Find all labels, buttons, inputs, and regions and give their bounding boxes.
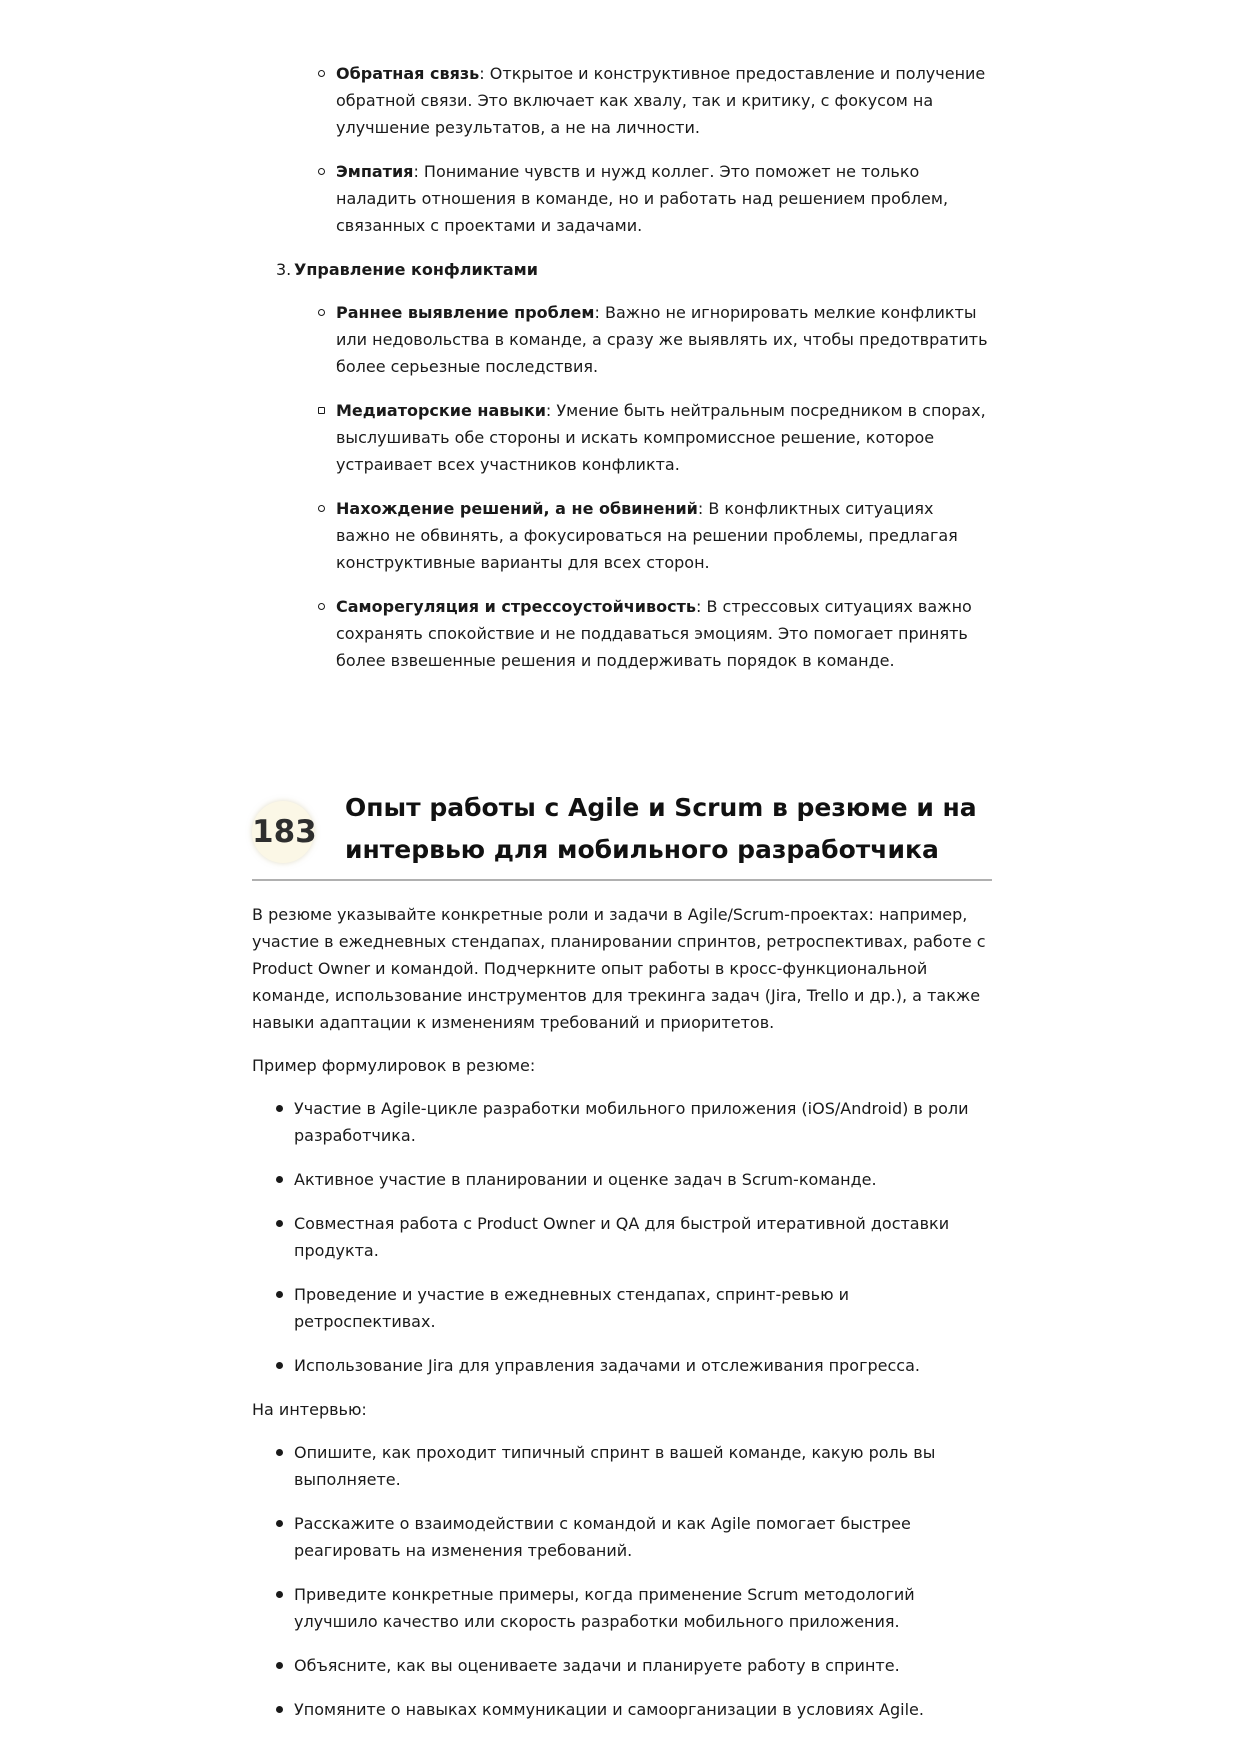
dot-bullet-icon [276,1591,283,1598]
list-item [294,1439,992,1493]
interview-label: На интервью: [252,1400,367,1419]
circle-bullet-icon [318,309,325,316]
list-item [294,1352,992,1379]
list-item-text: Совместная работа с Product Owner и QA для быстрой итеративной доставки продукта. [294,1214,950,1260]
dot-bullet-icon [276,1520,283,1527]
item-text: : В конфликтных ситуациях важно не обвинять, а фокусироваться на решении проблемы, предлагая конструктивные варианты для всех сторон. [336,499,958,572]
square-bullet-icon [318,407,325,414]
interview-tips-list [252,1439,992,1723]
list-item [336,397,992,478]
resume-label: Пример формулировок в резюме: [252,1056,536,1075]
item-text: : В стрессовых ситуациях важно сохранять спокойствие и не поддаваться эмоциям. Это помогает принять более взвешенные решения и поддерживать порядок в команде. [336,597,972,670]
list-item-text: Объясните, как вы оцениваете задачи и планируете работу в спринте. [294,1656,900,1675]
item-text: : Открытое и конструктивное предоставление и получение обратной связи. Это включает как хвалу, так и критику, с фокусом на улучшение результатов, а не на личности. [336,64,986,137]
list-item [336,158,992,239]
dot-bullet-icon [276,1706,283,1713]
dot-bullet-icon [276,1291,283,1298]
resume-examples-list [252,1095,992,1379]
dot-bullet-icon [276,1362,283,1369]
circle-bullet-icon [318,168,325,175]
list-item [336,60,992,141]
list-item-text: Упомяните о навыках коммуникации и самоорганизации в условиях Agile. [294,1700,924,1719]
list-item [294,1510,992,1564]
dot-bullet-icon [276,1449,283,1456]
top-content [252,60,992,691]
list-item-text: Активное участие в планировании и оценке задач в Scrum-команде. [294,1170,877,1189]
circle-bullet-icon [318,603,325,610]
intro-paragraph: В резюме указывайте конкретные роли и задачи в Agile/Scrum-проектах: например, участие в ежедневных стендапах, планировании спринтов, ретроспективах, работе с Product Owner и командой. Подчеркните опыт работы в кросс-функциональной команде, использование инструментов для трекинга задач (Jira, Trello и др.), а также навыки адаптации к изменениям требований и приоритетов. [252,905,986,1032]
item-term: Раннее выявление проблем [336,303,595,322]
list-item [294,1581,992,1635]
item-text: : Понимание чувств и нужд коллег. Это поможет не только наладить отношения в команде, но и работать над решением проблем, связанных с проектами и задачами. [336,162,949,235]
list-item [336,495,992,576]
item-title: Управление конфликтами [294,260,538,279]
list-item [294,1210,992,1264]
item-text: : Умение быть нейтральным посредником в спорах, выслушивать обе стороны и искать компромиссное решение, которое устраивает всех участников конфликта. [336,401,986,474]
item-term: Эмпатия [336,162,414,181]
list-item [294,1696,992,1723]
section-body [252,901,992,1740]
numbered-heading [252,256,992,283]
item-number: 3. [276,260,292,279]
item-term: Нахождение решений, а не обвинений [336,499,698,518]
list-item-text: Приведите конкретные примеры, когда применение Scrum методологий улучшило качество или скорость разработки мобильного приложения. [294,1585,915,1631]
list-item [294,1281,992,1335]
list-item [294,1652,992,1679]
item-term: Медиаторские навыки [336,401,546,420]
section-number-badge [252,801,317,863]
circle-bullet-icon [318,70,325,77]
list-item-text: Расскажите о взаимодействии с командой и как Agile помогает быстрее реагировать на изменения требований. [294,1514,911,1560]
dot-bullet-icon [276,1176,283,1183]
section-title: Опыт работы с Agile и Scrum в резюме и на интервью для мобильного разработчика [345,793,977,864]
dot-bullet-icon [276,1105,283,1112]
list-item-text: Опишите, как проходит типичный спринт в вашей команде, какую роль вы выполняете. [294,1443,936,1489]
section-header [252,787,992,881]
section-number: 183 [252,814,317,850]
item-text: : Важно не игнорировать мелкие конфликты или недовольства в команде, а сразу же выявлять их, чтобы предотвратить более серьезные последствия. [336,303,988,376]
list-item [294,1095,992,1149]
list-item [294,1166,992,1193]
list-item-text: Участие в Agile-цикле разработки мобильного приложения (iOS/Android) в роли разработчика. [294,1099,969,1145]
list-item-text: Проведение и участие в ежедневных стендапах, спринт-ревью и ретроспективах. [294,1285,850,1331]
list-item [336,593,992,674]
list-item-text: Использование Jira для управления задачами и отслеживания прогресса. [294,1356,920,1375]
item-term: Обратная связь [336,64,480,83]
list-item [336,299,992,380]
item-term: Саморегуляция и стрессоустойчивость [336,597,696,616]
soft-skills-list [252,60,992,239]
dot-bullet-icon [276,1220,283,1227]
circle-bullet-icon [318,505,325,512]
conflict-list [252,299,992,674]
dot-bullet-icon [276,1662,283,1669]
